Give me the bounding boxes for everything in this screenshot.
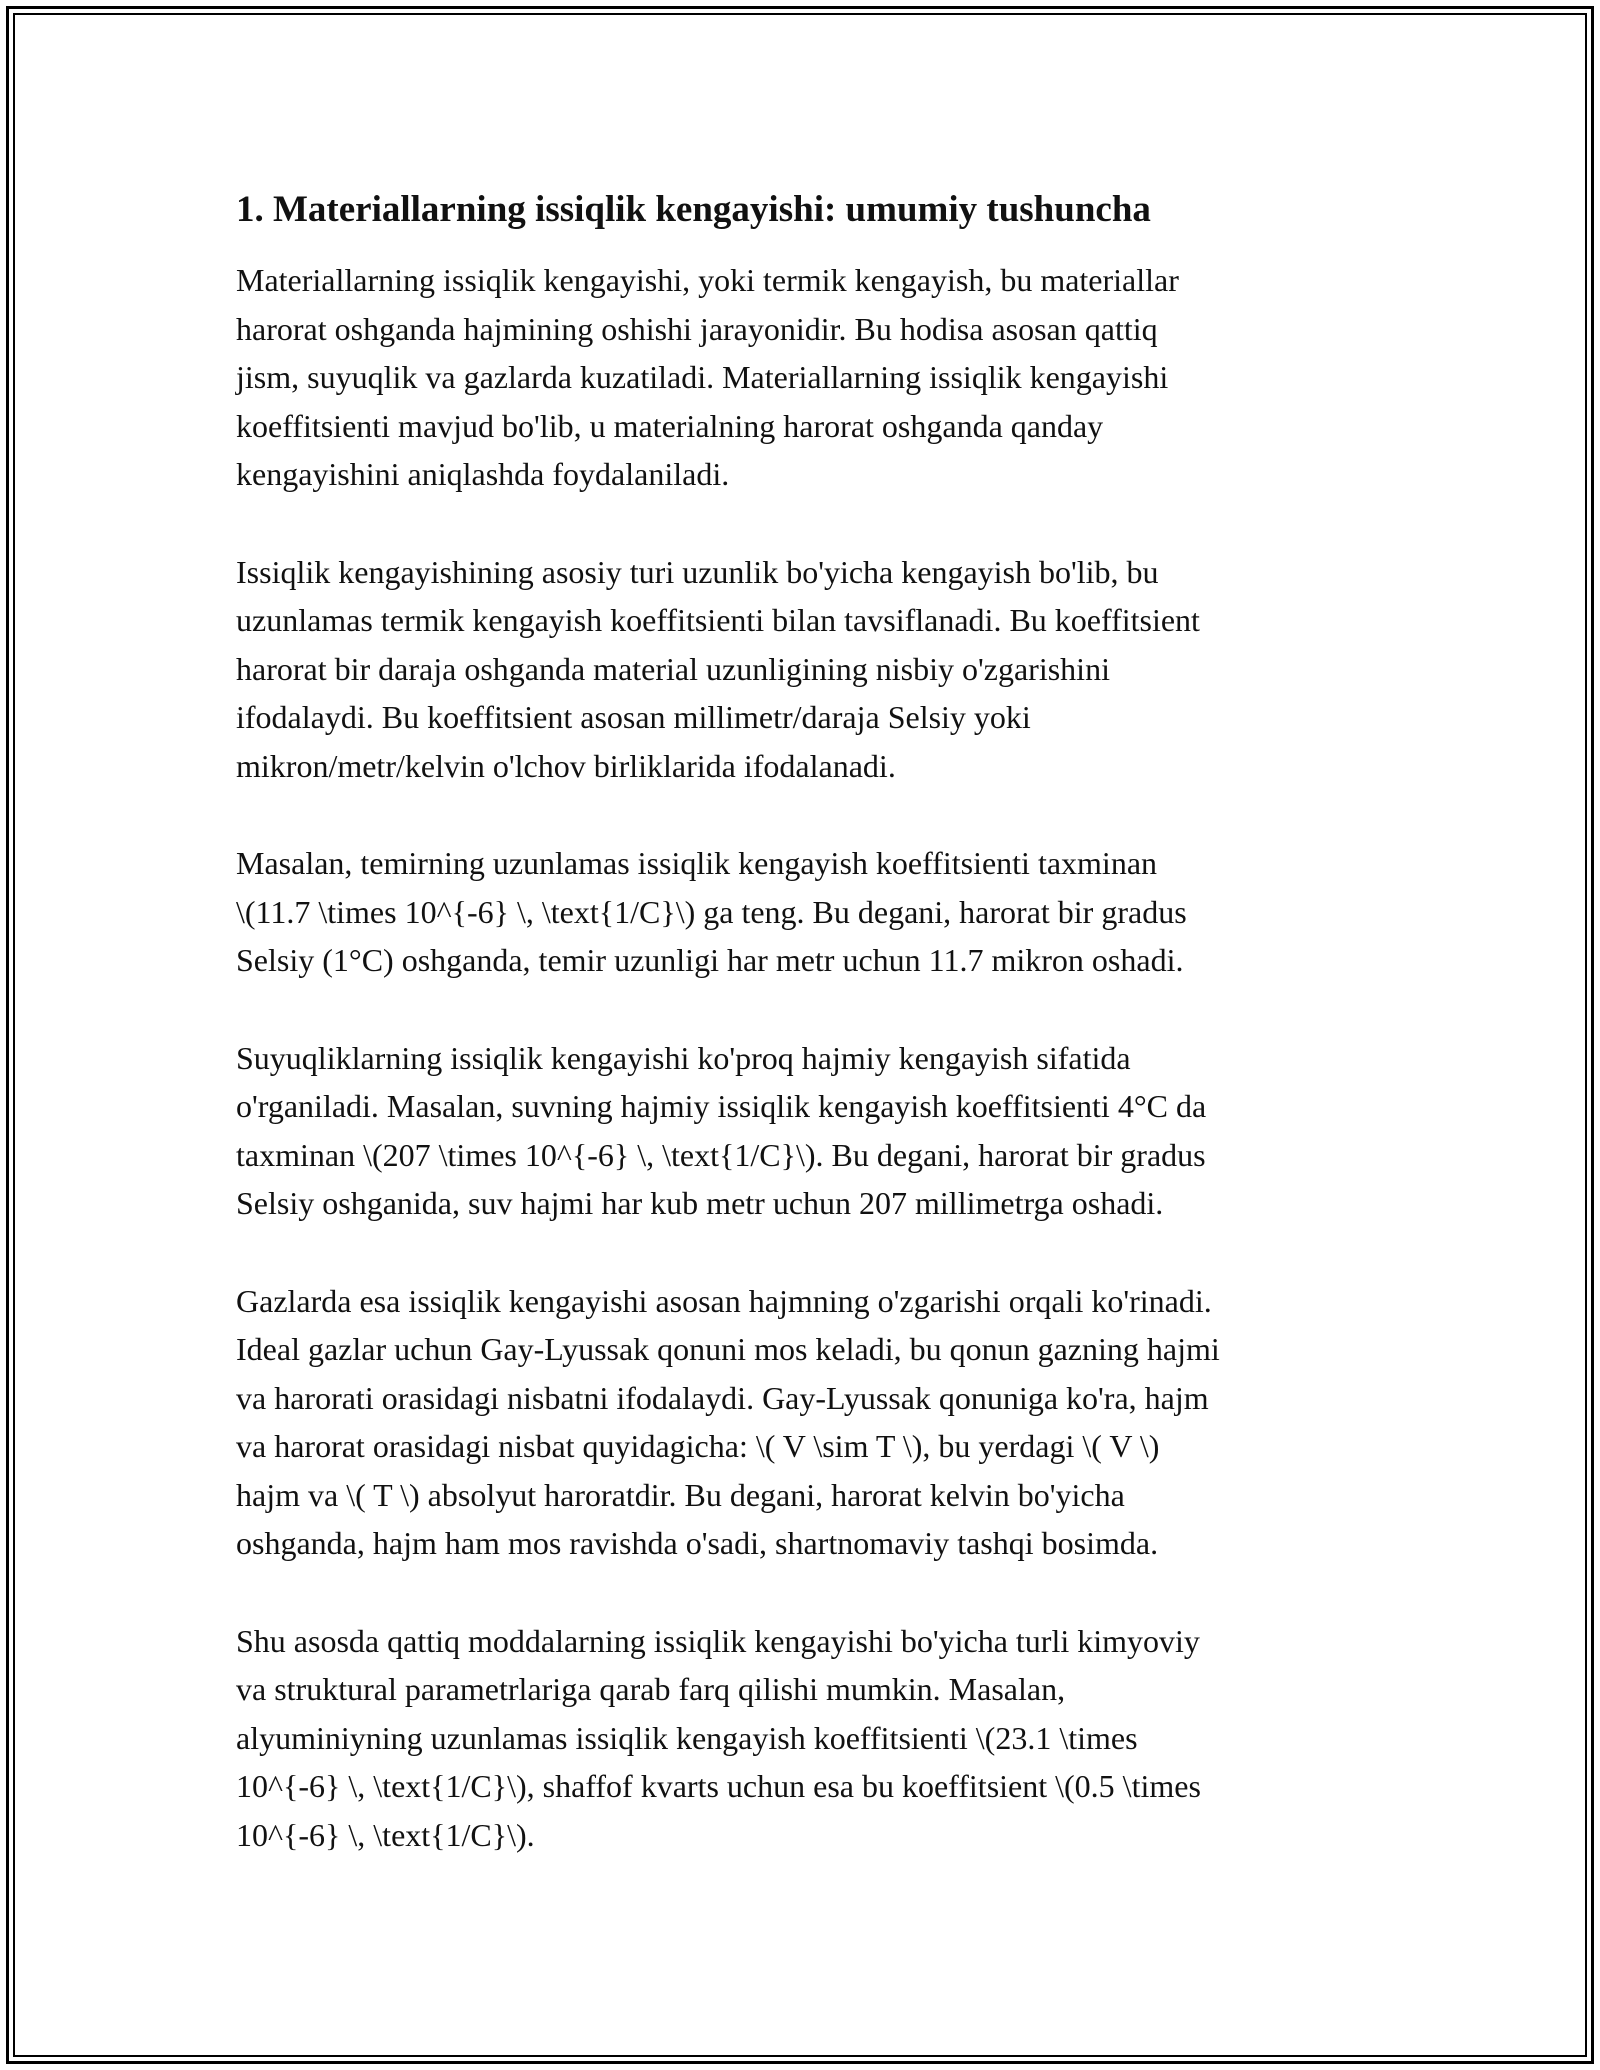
- paragraph-line: alyuminiyning uzunlamas issiqlik kengayish koeffitsienti \(23.1 \times: [236, 1719, 1138, 1756]
- paragraph-line: mikron/metr/kelvin o'lchov birliklarida ifodalanadi.: [236, 747, 896, 784]
- paragraph-line: hajm va \( T \) absolyut haroratdir. Bu degani, harorat kelvin bo'yicha: [236, 1476, 1125, 1513]
- paragraph-line: taxminan \(207 \times 10^{-6} \, \text{1/C}\). Bu degani, harorat bir gradus: [236, 1136, 1206, 1173]
- paragraph-line: Selsiy (1°C) oshganda, temir uzunligi har metr uchun 11.7 mikron oshadi.: [236, 942, 1184, 978]
- document-body: [236, 186, 1396, 1908]
- paragraph-gases: [236, 1277, 1396, 1568]
- paragraph-line: koeffitsienti mavjud bo'lib, u materialning harorat oshganda qanday: [236, 407, 1104, 444]
- paragraph-line: va struktural parametrlariga qarab farq qilishi mumkin. Masalan,: [236, 1671, 1066, 1707]
- paragraph-line: oshganda, hajm ham mos ravishda o'sadi, shartnomaviy tashqi bosimda.: [236, 1525, 1159, 1561]
- paragraph-line: kengayishini aniqlashda foydalaniladi.: [236, 456, 730, 492]
- paragraph-line: harorat bir daraja oshganda material uzunligining nisbiy o'zgarishini: [236, 650, 1110, 687]
- paragraph-line: o'rganiladi. Masalan, suvning hajmiy issiqlik kengayish koeffitsienti 4°C da: [236, 1088, 1207, 1124]
- paragraph-line: ifodalaydi. Bu koeffitsient asosan millimetr/daraja Selsiy yoki: [236, 699, 1031, 735]
- paragraph-intro: [236, 256, 1396, 499]
- paragraph-liquids: [236, 1034, 1396, 1228]
- paragraph-line: \(11.7 \times 10^{-6} \, \text{1/C}\) ga teng. Bu degani, harorat bir gradus: [236, 893, 1187, 930]
- paragraph-line: 10^{-6} \, \text{1/C}\), shaffof kvarts uchun esa bu koeffitsient \(0.5 \times: [236, 1768, 1201, 1804]
- paragraph-line: Selsiy oshganida, suv hajmi har kub metr uchun 207 millimetrga oshadi.: [236, 1185, 1164, 1221]
- paragraph-linear-expansion: [236, 548, 1396, 791]
- paragraph-line: Suyuqliklarning issiqlik kengayishi ko'proq hajmiy kengayish sifatida: [236, 1039, 1131, 1076]
- paragraph-line: jism, suyuqlik va gazlarda kuzatiladi. Materiallarning issiqlik kengayishi: [236, 359, 1169, 395]
- paragraph-line: Materiallarning issiqlik kengayishi, yoki termik kengayish, bu materiallar: [236, 262, 1179, 298]
- paragraph-line: va harorati orasidagi nisbatni ifodalaydi. Gay-Lyussak qonuniga ko'ra, hajm: [236, 1379, 1209, 1416]
- paragraph-line: Masalan, temirning uzunlamas issiqlik kengayish koeffitsienti taxminan: [236, 845, 1158, 881]
- paragraph-line: va harorat orasidagi nisbat quyidagicha: \( V \sim T \), bu yerdagi \( V \): [236, 1428, 1160, 1464]
- paragraph-line: harorat oshganda hajmining oshishi jarayonidir. Bu hodisa asosan qattiq: [236, 310, 1158, 347]
- paragraph-iron-example: [236, 839, 1396, 985]
- paragraph-line: 10^{-6} \, \text{1/C}\).: [236, 1816, 535, 1853]
- paragraph-line: Issiqlik kengayishining asosiy turi uzunlik bo'yicha kengayish bo'lib, bu: [236, 553, 1159, 590]
- paragraph-line: Shu asosda qattiq moddalarning issiqlik kengayishi bo'yicha turli kimyoviy: [236, 1622, 1200, 1659]
- paragraph-line: uzunlamas termik kengayish koeffitsienti bilan tavsiflanadi. Bu koeffitsient: [236, 602, 1200, 638]
- paragraph-line: Gazlarda esa issiqlik kengayishi asosan hajmning o'zgarishi orqali ko'rinadi.: [236, 1282, 1212, 1319]
- paragraph-solids-comparison: [236, 1617, 1396, 1860]
- section-title: 1. Materiallarning issiqlik kengayishi: umumiy tushuncha: [236, 189, 1151, 230]
- paragraph-line: Ideal gazlar uchun Gay-Lyussak qonuni mos keladi, bu qonun gazning hajmi: [236, 1331, 1220, 1367]
